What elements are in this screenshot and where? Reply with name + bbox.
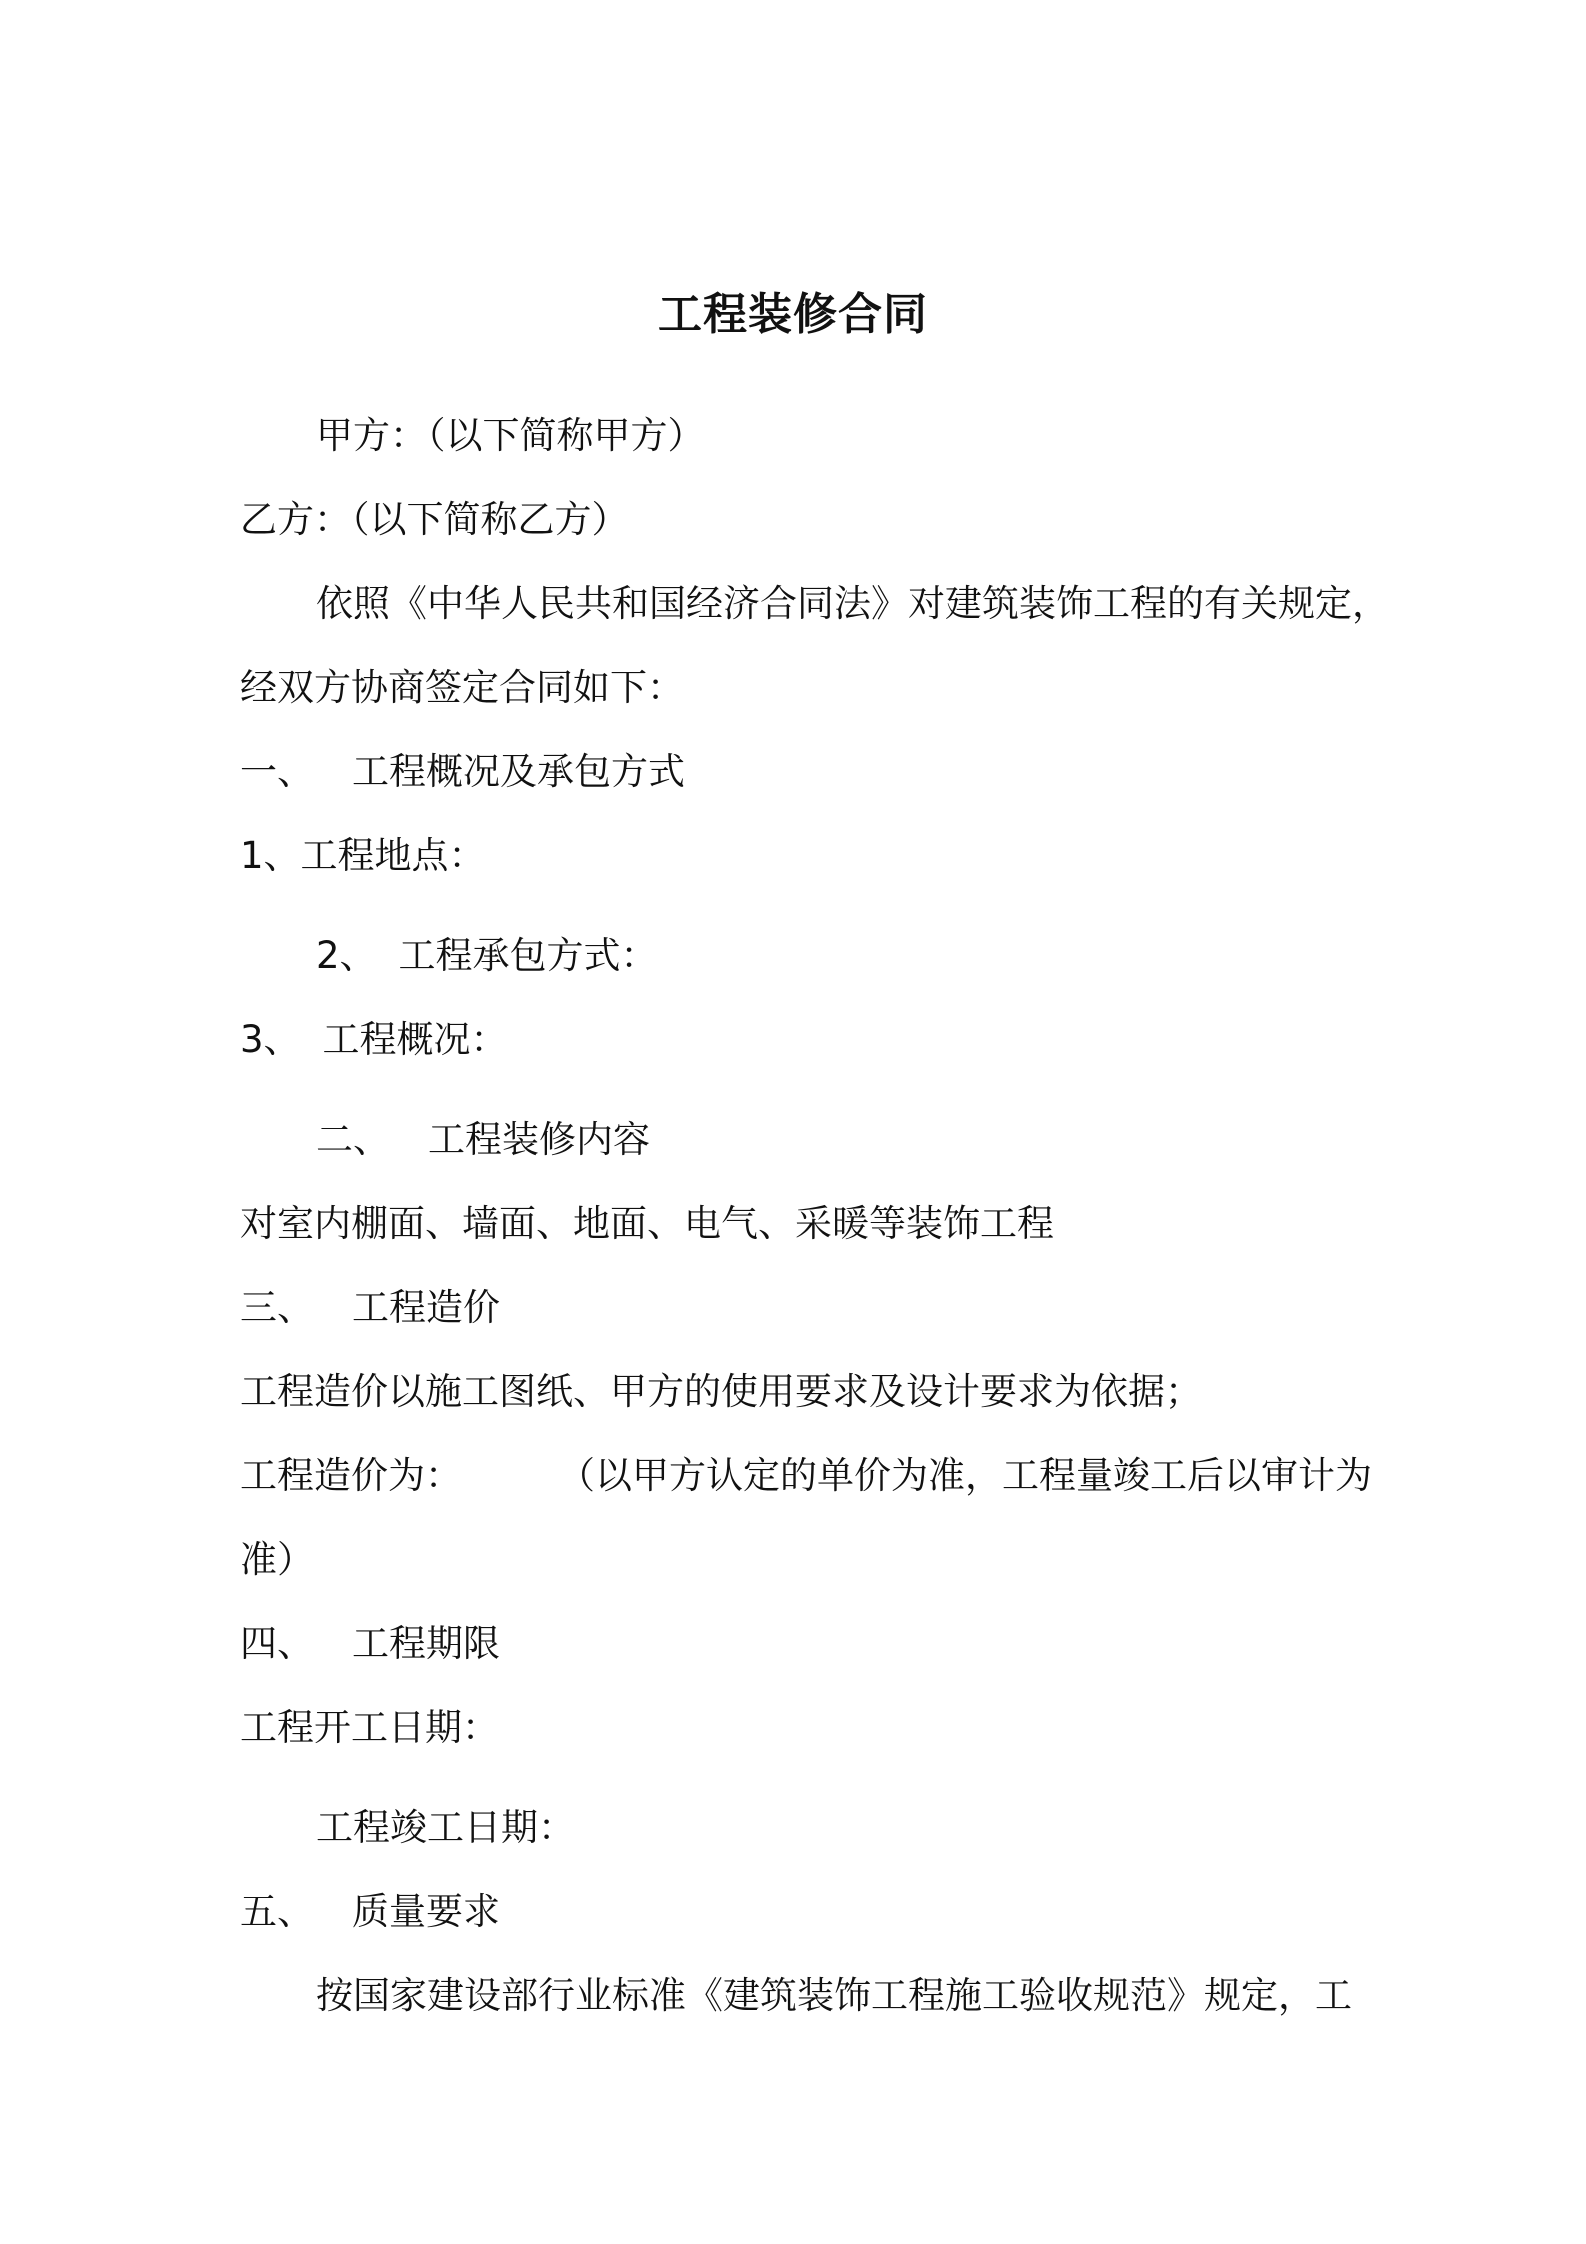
- section-4-heading: [240, 1620, 500, 1668]
- section-2-heading: [316, 1116, 650, 1164]
- start-date-line: 工程开工日期：: [240, 1706, 499, 1749]
- section-1-title: 工程概况及承包方式: [352, 750, 685, 793]
- section-3-heading: [240, 1284, 500, 1332]
- item-3-number: 3、: [240, 1018, 301, 1061]
- section-3-number: 三、: [240, 1286, 314, 1329]
- section-3-title: 工程造价: [352, 1286, 500, 1329]
- item-2-text: 工程承包方式：: [398, 934, 658, 977]
- section-2-title: 工程装修内容: [428, 1118, 650, 1161]
- section-3-price-note-end: 准）: [240, 1538, 314, 1581]
- section-3-price-line: [240, 1452, 1372, 1500]
- section-5-number: 五、: [240, 1890, 314, 1933]
- intro-line-2: 经双方协商签定合同如下：: [240, 666, 684, 709]
- item-2-number: 2、: [316, 934, 377, 977]
- intro-line-1: 依照《中华人民共和国经济合同法》对建筑装饰工程的有关规定，: [316, 582, 1389, 625]
- section-5-title: 质量要求: [352, 1890, 500, 1933]
- section-1-item-1: 1、工程地点：: [240, 834, 486, 877]
- section-5-content: 按国家建设部行业标准《建筑装饰工程施工验收规范》规定，工: [316, 1974, 1352, 2017]
- section-4-number: 四、: [240, 1622, 314, 1665]
- section-3-basis: 工程造价以施工图纸、甲方的使用要求及设计要求为依据；: [240, 1370, 1202, 1413]
- completion-date-line: 工程竣工日期：: [316, 1806, 575, 1849]
- price-label: 工程造价为：: [240, 1454, 462, 1497]
- section-1-heading: [240, 748, 685, 796]
- section-1-number: 一、: [240, 750, 314, 793]
- document-title: 工程装修合同: [658, 289, 928, 340]
- price-note: （以甲方认定的单价为准，工程量竣工后以审计为: [558, 1454, 1372, 1497]
- section-2-number: 二、: [316, 1118, 390, 1161]
- section-1-item-3: [240, 1016, 508, 1064]
- section-4-title: 工程期限: [352, 1622, 500, 1665]
- section-2-content: 对室内棚面、墙面、地面、电气、采暖等装饰工程: [240, 1202, 1054, 1245]
- party-b-line: 乙方：（以下简称乙方）: [240, 498, 629, 541]
- item-3-text: 工程概况：: [322, 1018, 508, 1061]
- section-5-heading: [240, 1888, 500, 1936]
- party-a-line: 甲方：（以下简称甲方）: [316, 414, 705, 457]
- section-1-item-2: [316, 932, 658, 980]
